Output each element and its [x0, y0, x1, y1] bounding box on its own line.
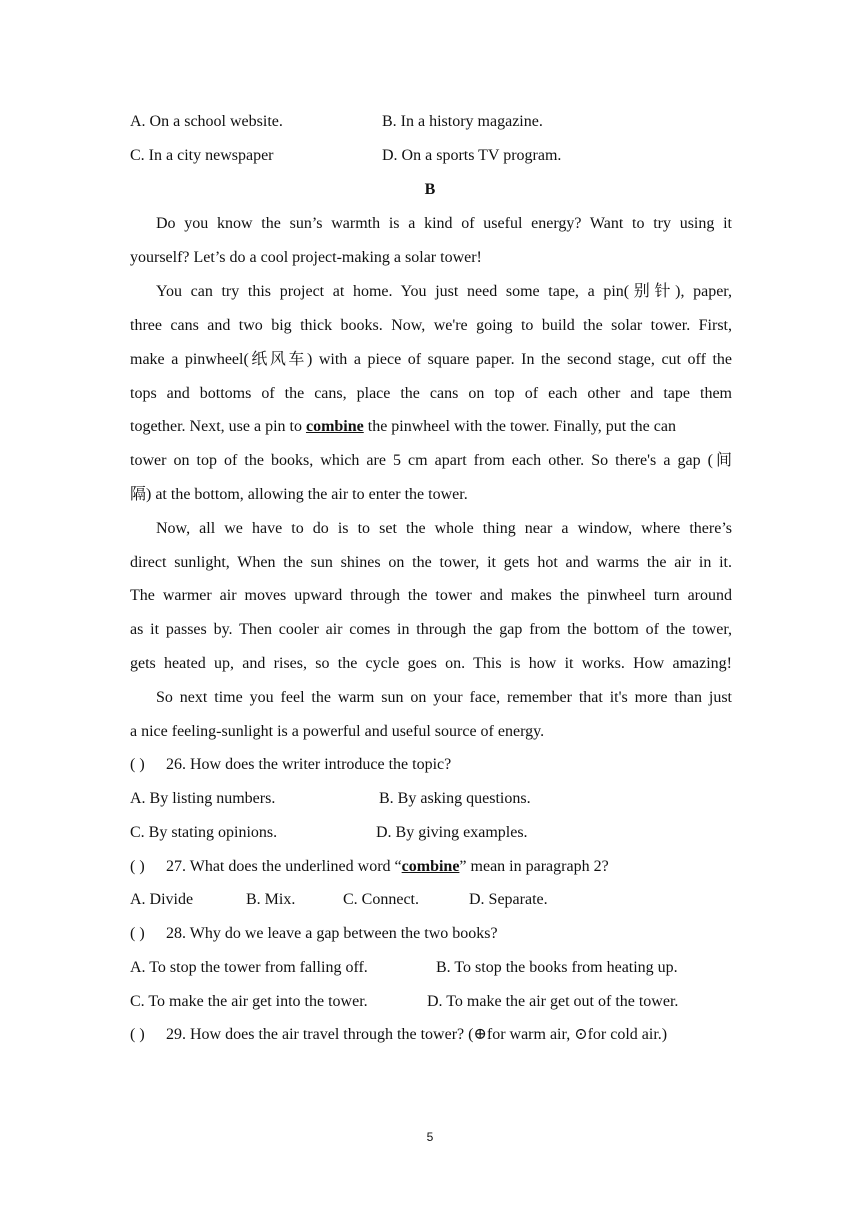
- passage-p2-line-5-end: the pinwheel with the tower. Finally, put the can: [363, 418, 676, 435]
- passage-p1-line-2: yourself? Let’s do a cool project-making a solar tower!: [130, 249, 482, 266]
- question-29: [130, 1025, 732, 1045]
- question-27-keyword: combine: [401, 858, 460, 875]
- q28-option-a: A. To stop the tower from falling off.: [130, 959, 368, 976]
- q25-option-d: D. On a sports TV program.: [382, 147, 562, 164]
- q28-option-c: C. To make the air get into the tower.: [130, 993, 368, 1010]
- q26-option-d: D. By giving examples.: [376, 824, 528, 841]
- passage-p2-line-6: tower on top of the books, which are 5 cm apart from each other. So there's a gap (间: [130, 452, 733, 469]
- question-28-stem: 28. Why do we leave a gap between the two books?: [166, 925, 498, 942]
- q27-option-c: C. Connect.: [343, 891, 419, 908]
- q26-option-c: C. By stating opinions.: [130, 824, 278, 841]
- section-title: B: [424, 181, 436, 198]
- passage-p3-line-5: gets heated up, and rises, so the cycle goes on. This is how it works. How amazing!: [130, 655, 732, 672]
- passage-p2-line-1: You can try this project at home. You just need some tape, a pin(别针), paper,: [156, 283, 732, 300]
- passage-p4-line-2: a nice feeling-sunlight is a powerful and useful source of energy.: [130, 723, 545, 740]
- q25-option-c: C. In a city newspaper: [130, 147, 274, 164]
- passage-p2-line-5-start: together. Next, use a pin to: [130, 418, 306, 435]
- q27-option-b: B. Mix.: [246, 891, 296, 908]
- question-26: [130, 755, 732, 775]
- passage-p2-line-3: make a pinwheel(纸风车) with a piece of square paper. In the second stage, cut off the: [130, 351, 732, 368]
- passage-p2-line-2: three cans and two big thick books. Now, we're going to build the solar tower. First,: [130, 317, 732, 334]
- passage-p3-line-4: as it passes by. Then cooler air comes in through the gap from the bottom of the tower,: [130, 621, 732, 638]
- question-27-stem-end: ” mean in paragraph 2?: [459, 858, 609, 875]
- page-number: 5: [426, 1130, 434, 1144]
- passage-p3-line-3: The warmer air moves upward through the tower and makes the pinwheel turn around: [130, 587, 732, 604]
- q26-option-a: A. By listing numbers.: [130, 790, 276, 807]
- passage-p2-line-5: [130, 417, 732, 437]
- passage-p1-line-1: Do you know the sun’s warmth is a kind of useful energy? Want to try using it: [156, 215, 732, 232]
- answer-bracket: ( ): [130, 756, 145, 773]
- question-27: [130, 857, 732, 877]
- question-26-stem: 26. How does the writer introduce the topic?: [166, 756, 452, 773]
- answer-bracket: ( ): [130, 925, 145, 942]
- underlined-word-combine: combine: [305, 418, 364, 435]
- q28-option-d: D. To make the air get out of the tower.: [427, 993, 679, 1010]
- q28-option-b: B. To stop the books from heating up.: [436, 959, 678, 976]
- question-29-stem: 29. How does the air travel through the tower? (⊕for warm air, ⊙for cold air.): [166, 1026, 668, 1043]
- passage-p3-line-1: Now, all we have to do is to set the whole thing near a window, where there’s: [156, 520, 732, 537]
- q26-option-b: B. By asking questions.: [379, 790, 531, 807]
- passage-p2-line-7: 隔) at the bottom, allowing the air to enter the tower.: [130, 486, 468, 503]
- passage-p3-line-2: direct sunlight, When the sun shines on the tower, it gets hot and warms the air in it.: [130, 554, 732, 571]
- q27-option-a: A. Divide: [130, 891, 194, 908]
- question-27-stem-start: 27. What does the underlined word “: [166, 858, 402, 875]
- passage-p2-line-4: tops and bottoms of the cans, place the cans on top of each other and tape them: [130, 385, 732, 402]
- answer-bracket: ( ): [130, 1026, 145, 1043]
- q25-option-a: A. On a school website.: [130, 113, 283, 130]
- question-28: [130, 924, 732, 944]
- passage-p4-line-1: So next time you feel the warm sun on your face, remember that it's more than just: [156, 689, 732, 706]
- answer-bracket: ( ): [130, 858, 145, 875]
- q27-option-d: D. Separate.: [469, 891, 548, 908]
- q25-option-b: B. In a history magazine.: [382, 113, 543, 130]
